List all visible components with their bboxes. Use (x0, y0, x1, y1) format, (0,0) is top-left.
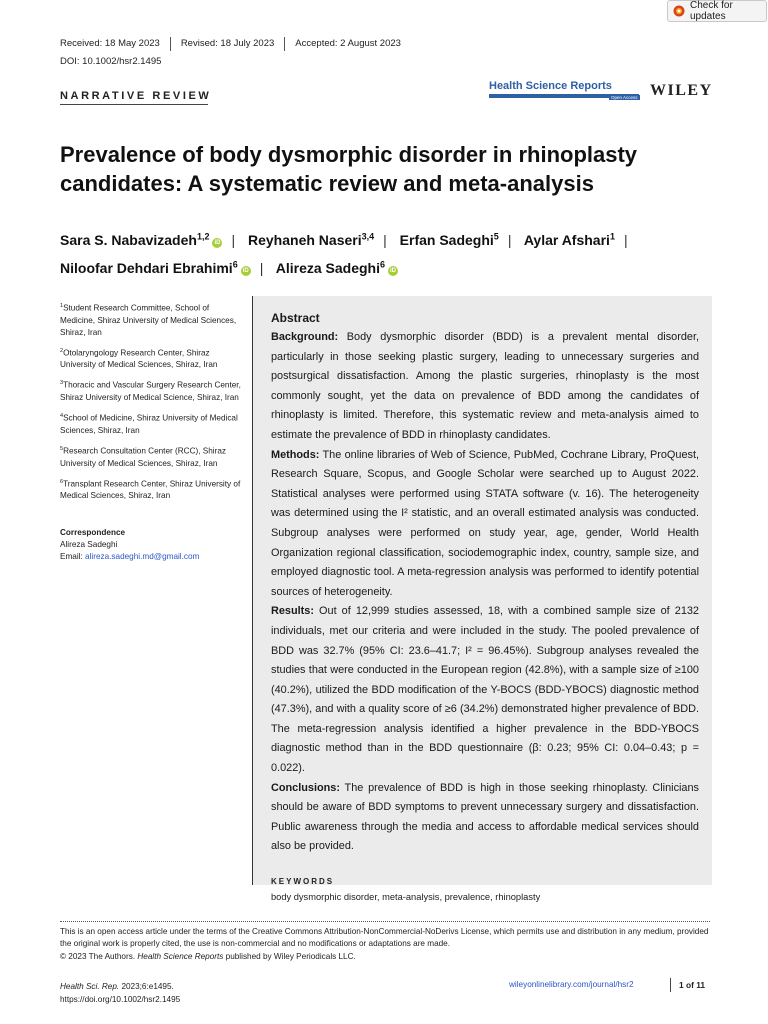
affiliation: $^5$Research Consultation Center (RCC), Shiraz University of Medical Sciences, Shiraz, Iran (60, 445, 226, 468)
author-list: Sara S. Nabavizadeh$^{1,2}$iD | Reyhaneh Naseri$^{3,4}$ | Erfan Sadeghi$^5$ | Aylar Afshari$^1$ | Niloofar Dehdari Ebrahimi$^6$iD | Alireza Sadeghi$^6$iD (60, 231, 628, 277)
keywords: body dysmorphic disorder, meta-analysis, prevalence, rhinoplasty (271, 892, 541, 902)
affiliations (60, 300, 245, 508)
open-access-label: Open Access (611, 95, 638, 100)
orcid-icon[interactable]: iD (242, 268, 249, 275)
article-type-rule (60, 104, 208, 105)
publisher-logo[interactable]: WILEY (650, 82, 713, 99)
footer-doi-link[interactable]: https://doi.org/10.1002/hsr2.1495 (60, 995, 181, 1004)
author[interactable]: Erfan Sadeghi$^5$ (399, 231, 499, 248)
correspondence-name: Alireza Sadeghi (60, 540, 118, 549)
footer-citation: Health Sci. Rep. 2023;6:e1495. https://doi.org/10.1002/hsr2.1495 (60, 982, 181, 1004)
author[interactable]: Reyhaneh Naseri$^{3,4}$ (248, 231, 375, 248)
orcid-icon[interactable]: iD (214, 239, 221, 246)
check-for-updates-label: Check for updates (690, 0, 733, 22)
article-title: Prevalence of body dysmorphic disorder in rhinoplasty candidates: A systematic review and meta-analysis (60, 142, 638, 196)
correspondence-email-link[interactable]: alireza.sadeghi.md@gmail.com (85, 552, 200, 561)
author[interactable]: Aylar Afshari$^1$ (523, 231, 615, 248)
copyright-line: © 2023 The Authors. Health Science Reports published by Wiley Periodicals LLC. (60, 951, 356, 961)
doi-header: DOI: 10.1002/hsr2.1495 (60, 56, 162, 67)
affiliation: $^3$Thoracic and Vascular Surgery Research Center, Shiraz University of Medical Science, Shiraz, Iran (60, 380, 241, 403)
crossmark-icon (673, 5, 685, 17)
correspondence (60, 527, 245, 563)
article-type: NARRATIVE REVIEW (60, 90, 212, 102)
affiliation: $^2$Otolaryngology Research Center, Shiraz University of Medical Sciences, Shiraz, Iran (60, 347, 218, 370)
author[interactable]: Niloofar Dehdari Ebrahimi$^6$iD (60, 259, 249, 277)
abstract-methods: Methods: The online libraries of Web of Science, PubMed, Cochrane Library, ProQuest, Research Square, Scopus, and Google Scholar were searched up to August 2022. Statistical analyses were performed using STATA software (v. 16). The heterogeneity was determined using the I² statistic, and an overall estimated analysis was conducted. Subgroup analyses were performed on study year, age, gender, World Health Organization regional classification, sociodemographic index, country, sample size, and employed diagnostic tool. A meta-regression analysis was performed to identify potential sources of heterogeneity. (271, 448, 699, 598)
affiliation: $^4$School of Medicine, Shiraz University of Medical Sciences, Shiraz, Iran (60, 413, 238, 435)
orcid-icon[interactable]: iD (390, 268, 397, 275)
abstract-heading: Abstract (271, 311, 320, 325)
check-for-updates-button[interactable] (667, 0, 767, 22)
author[interactable]: Sara S. Nabavizadeh$^{1,2}$iD (60, 231, 221, 248)
accepted-date: Accepted: 2 August 2023 (295, 38, 401, 49)
article-dates (60, 38, 411, 51)
correspondence-heading: Correspondence (60, 528, 126, 537)
correspondence-email-line: Email: alireza.sadeghi.md@gmail.com (60, 552, 200, 561)
journal-logo[interactable]: Health Science Reports (489, 80, 612, 92)
abstract-conclusions: Conclusions: The prevalence of BDD is high in those seeking rhinoplasty. Clinicians should be aware of BDD symptoms to prevent unnecessary surgery and dissatisfaction. Public awareness through the media and access to affordable medical services should also be provided. (271, 781, 699, 853)
received-date: Received: 18 May 2023 (60, 38, 160, 49)
abstract (271, 309, 699, 857)
license-text: This is an open access article under the terms of the Creative Commons Attribution-NonCommercial-NoDerivs License, which permits use and distribution in any medium, provided the original work is properly cited, the use is non-commercial and no modifications or adaptations are made. (60, 927, 709, 949)
footer-journal: Health Sci. Rep. (60, 982, 120, 991)
abstract-results: Results: Out of 12,999 studies assessed, 18, with a combined sample size of 2132 individuals, met our criteria and were included in the study. The pooled prevalence of BDD was 32.7% (95% CI: 23.6–41.7; I² = 96.45%). Subgroup analyses revealed the studies that were conducted in the European region (42.8%), with a sample size of ≥100 (40.2%), utilized the BDD modification of the Y-BOCS (BDD-YBOCS) diagnostic method (47.3%), and with a quality score of ≥6 (34.2%) demonstrated higher prevalence of BDD. The meta-regression analysis identified a higher prevalence in the BDD-YBOCS diagnostic method than in the BDD questionnaire (β: 0.23; 95% CI: 0.04–0.43; p = 0.022). (271, 605, 699, 775)
journal-url-link[interactable]: wileyonlinelibrary.com/journal/hsr2 (509, 980, 634, 989)
footer-divider (670, 978, 671, 992)
affiliation: $^6$Transplant Research Center, Shiraz University of Medical Sciences, Shiraz, Iran (60, 478, 241, 501)
license-notice (60, 926, 715, 963)
keywords-heading: KEYWORDS (271, 877, 335, 886)
abstract-background: Background: Body dysmorphic disorder (BDD) is a prevalent mental disorder, particularly in those seeking plastic surgery, leading to unnecessary surgeries and postsurgical dissatisfaction. Among the plastic surgeries, rhinoplasty is the most commonly sought, yet the data on prevalence of BDD among the candidates of rhinoplasty is limited. Therefore, this systematic review and meta-analysis aimed to estimate the prevalence of BDD in rhinoplasty candidates. (271, 331, 699, 441)
license-divider (60, 921, 710, 922)
author[interactable]: Alireza Sadeghi$^6$iD (275, 259, 397, 277)
revised-date: Revised: 18 July 2023 (180, 38, 275, 49)
affiliation: $^1$Student Research Committee, School of Medicine, Shiraz University of Medical Sciences, Shiraz, Iran (60, 303, 237, 337)
page-number: 1 of 11 (679, 980, 706, 990)
